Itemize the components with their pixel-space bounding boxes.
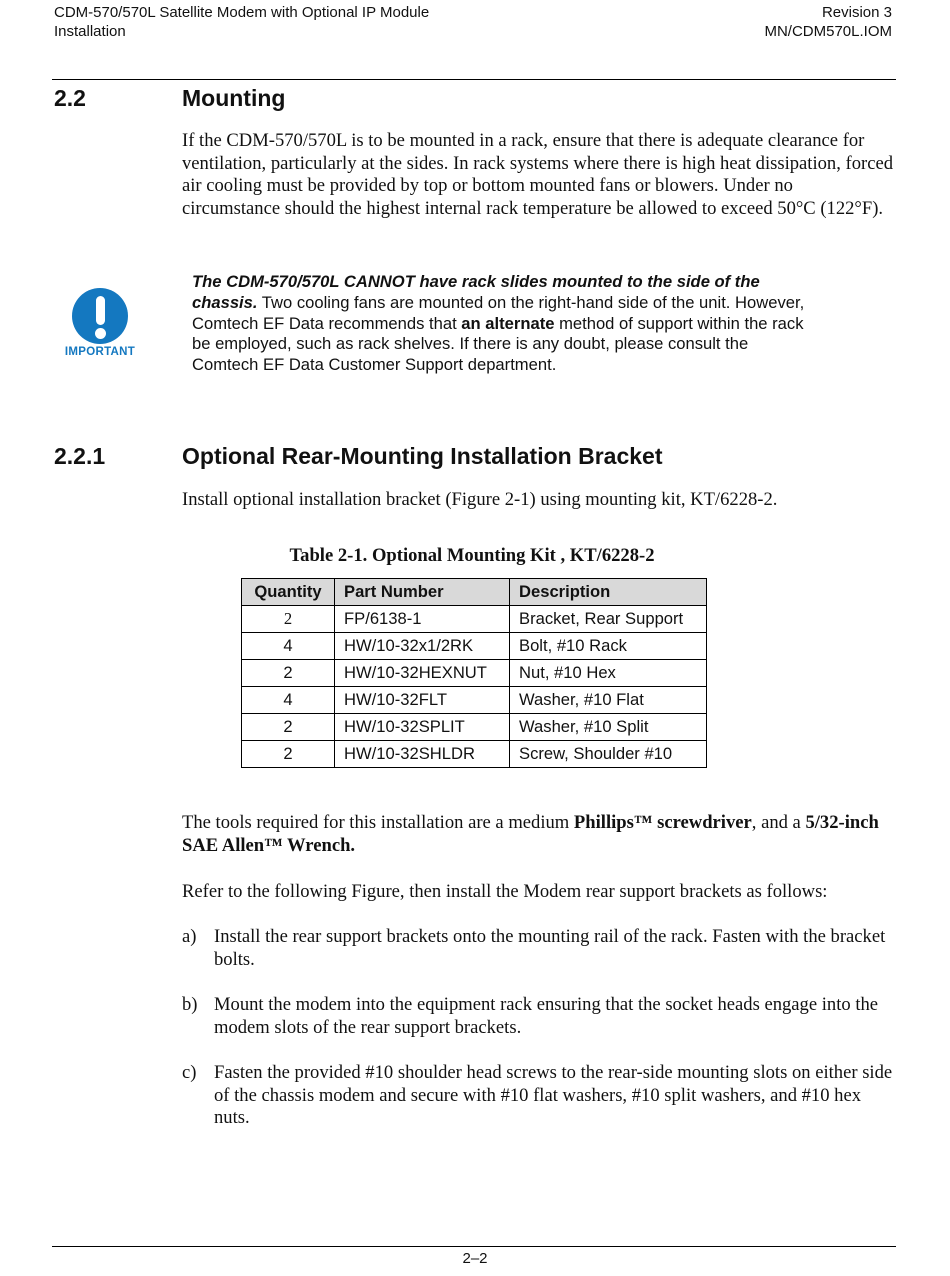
step-label: c) (182, 1062, 197, 1083)
quantity-cell: 2 (242, 606, 335, 633)
step-label: b) (182, 994, 198, 1015)
revision-label: Revision 3 (821, 4, 892, 21)
manual-number: MN/CDM570L.IOM (764, 23, 892, 40)
running-header-left (54, 3, 429, 41)
subsection-number: 2.2.1 (54, 443, 106, 469)
table-row (242, 606, 707, 633)
description-cell: Screw, Shoulder #10 (510, 741, 707, 768)
tools-wrench: 5/32-inch SAE Allen™ Wrench. (182, 812, 879, 856)
table-caption: Table 2-1. Optional Mounting Kit , KT/6228-2 (289, 545, 655, 566)
important-label: IMPORTANT (64, 346, 136, 358)
quantity-cell: 2 (242, 714, 335, 741)
description-cell: Bracket, Rear Support (510, 606, 707, 633)
important-callout (62, 288, 138, 358)
description-cell: Bolt, #10 Rack (510, 633, 707, 660)
subsection-title: Optional Rear-Mounting Installation Bracket (182, 443, 663, 469)
tools-text-part-2: , and a (751, 812, 806, 833)
table-row (242, 741, 707, 768)
table-header-row (242, 579, 707, 606)
page-number: 2–2 (462, 1250, 488, 1267)
list-item (182, 1062, 894, 1130)
document-title: CDM-570/570L Satellite Modem with Optional IP Module (54, 4, 430, 21)
column-header-part-number: Part Number (335, 579, 510, 606)
quantity-cell: 2 (242, 660, 335, 687)
note-text-part-2: method of support within the rack be employed, such as rack shelves. If there is any doubt, please consult the Comtech EF Data Customer Support department. (192, 313, 804, 375)
section-number: 2.2 (54, 85, 86, 111)
exclamation-circle-icon (72, 288, 128, 344)
running-header-right (764, 3, 892, 41)
step-text: Fasten the provided #10 shoulder head screws to the rear-side mounting slots on either side of the chassis modem and secure with #10 flat washers, #10 split washers, and #10 hex nuts. (214, 1062, 893, 1129)
important-note-text (192, 272, 812, 376)
part-number-cell: FP/6138-1 (335, 606, 510, 633)
quantity-cell: 2 (242, 741, 335, 768)
footer-divider (52, 1246, 896, 1247)
quantity-cell: 4 (242, 687, 335, 714)
list-item (182, 926, 894, 971)
column-header-quantity: Quantity (242, 579, 335, 606)
tools-paragraph (182, 812, 894, 857)
header-divider (52, 79, 896, 80)
description-cell: Washer, #10 Split (510, 714, 707, 741)
bracket-intro: Install optional installation bracket (Figure 2-1) using mounting kit, KT/6228-2. (182, 489, 778, 510)
part-number-cell: HW/10-32SHLDR (335, 741, 510, 768)
column-header-description: Description (510, 579, 707, 606)
step-text: Install the rear support brackets onto the mounting rail of the rack. Fasten with the bracket bolts. (214, 926, 886, 970)
note-bold-phrase: an alternate (461, 313, 555, 333)
table-row (242, 633, 707, 660)
mounting-kit-table (241, 578, 707, 768)
table-row (242, 687, 707, 714)
step-text: Mount the modem into the equipment rack ensuring that the socket heads engage into the modem slots of the rear support brackets. (214, 994, 879, 1038)
description-cell: Nut, #10 Hex (510, 660, 707, 687)
list-item (182, 994, 894, 1039)
mounting-paragraph: If the CDM-570/570L is to be mounted in a rack, ensure that there is adequate clearance for ventilation, particularly at the sides. In rack systems where there is high heat dissipation, forced air cooling must be provided by top or bottom mounted fans or blowers. Under no circumstance should the highest internal rack temperature be allowed to exceed 50°C (122°F). (182, 130, 894, 220)
section-title: Mounting (182, 85, 286, 111)
step-label: a) (182, 926, 197, 947)
table-row (242, 714, 707, 741)
tools-text-part-1: The tools required for this installation are a medium (182, 812, 574, 833)
note-warning-emphasis: The CDM-570/570L CANNOT have rack slides mounted to the side of the chassis. (192, 272, 760, 312)
refer-paragraph: Refer to the following Figure, then install the Modem rear support brackets as follows: (182, 881, 828, 902)
tools-screwdriver: Phillips™ screwdriver (573, 812, 752, 833)
part-number-cell: HW/10-32HEXNUT (335, 660, 510, 687)
description-cell: Washer, #10 Flat (510, 687, 707, 714)
note-text-part-1: Two cooling fans are mounted on the right-hand side of the unit. However, Comtech EF Data recommends that (192, 292, 805, 333)
table-row (242, 660, 707, 687)
part-number-cell: HW/10-32SPLIT (335, 714, 510, 741)
part-number-cell: HW/10-32FLT (335, 687, 510, 714)
part-number-cell: HW/10-32x1/2RK (335, 633, 510, 660)
chapter-name: Installation (54, 23, 126, 40)
quantity-cell: 4 (242, 633, 335, 660)
